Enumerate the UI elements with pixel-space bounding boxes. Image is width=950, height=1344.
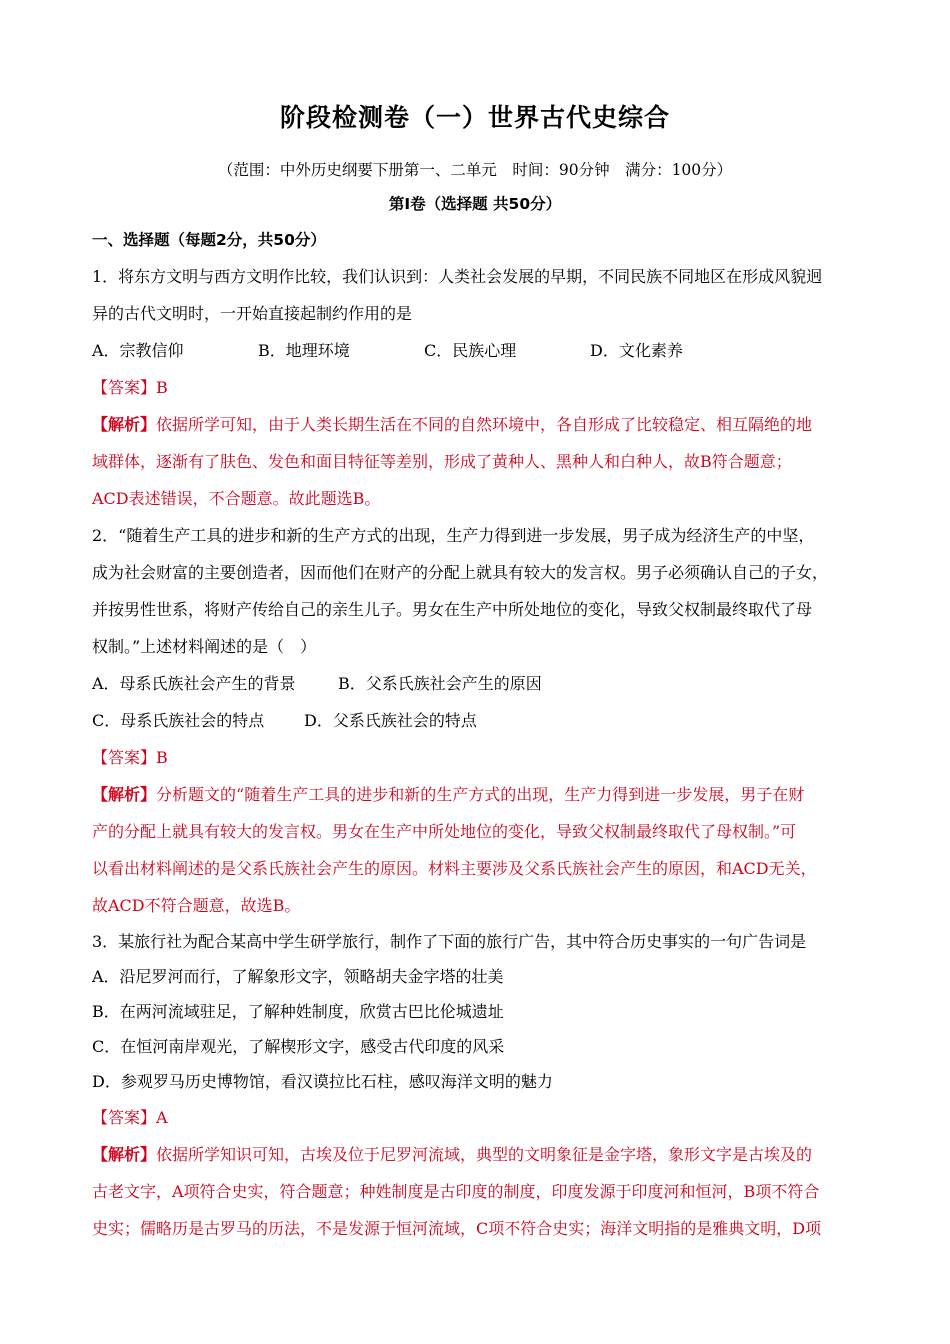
option-a: A．宗教信仰 [92,341,184,360]
option-b: B．在两河流域驻足，了解种姓制度，欣赏古巴比伦城遗址 [92,1002,504,1021]
answer-value: B [156,378,168,397]
part-title: 第I卷（选择题 共50分） [388,195,562,213]
analysis-tag: 【解析】 [92,415,157,434]
analysis-line: 以看出材料阐述的是父系氏族社会产生的原因。材料主要涉及父系氏族社会产生的原因，和ACD无关， [92,859,817,878]
option-b: B．父系氏族社会产生的原因 [338,674,542,693]
question-stem-line: 1．将东方文明与西方文明作比较，我们认识到：人类社会发展的早期，不同民族不同地区在形成风貌迥 [92,267,823,286]
analysis-line: 史实；儒略历是古罗马的历法，不是发源于恒河流域，C项不符合史实；海洋文明指的是雅典文明，D项 [92,1219,822,1238]
analysis-line [92,1136,858,1173]
analysis-line: 故ACD不符合题意，故选B。 [92,896,301,915]
answer-line [92,739,858,776]
questions-content [92,258,858,1247]
analysis-line: ACD表述错误，不合题意。故此题选B。 [92,489,381,508]
answer-line [92,1099,858,1136]
option-b: B．地理环境 [258,341,350,360]
analysis-text: 依据所学可知，由于人类长期生活在不同的自然环境中，各自形成了比较稳定、相互隔绝的地 [156,415,813,434]
option-c: C．民族心理 [424,341,517,360]
analysis-line: 古老文字，A项符合史实，符合题意；种姓制度是古印度的制度，印度发源于印度河和恒河，B项不符合 [92,1182,820,1201]
question-stem-line: 并按男性世系，将财产传给自己的亲生儿子。男女在生产中所处地位的变化，导致父权制最终取代了母 [92,600,813,619]
question-options [92,665,858,702]
analysis-text: 依据所学知识可知，古埃及位于尼罗河流域，典型的文明象征是金字塔，象形文字是古埃及的 [156,1145,813,1164]
option-d: D．参观罗马历史博物馆，看汉谟拉比石柱，感叹海洋文明的魅力 [92,1072,553,1091]
analysis-text: 分析题文的“随着生产工具的进步和新的生产方式的出现，生产力得到进一步发展，男子在财 [156,785,805,804]
option-d: D．文化素养 [590,341,683,360]
question-stem-line: 2．“随着生产工具的进步和新的生产方式的出现，生产力得到进一步发展，男子成为经济生产的中坚， [92,526,815,545]
option-c: C．在恒河南岸观光，了解楔形文字，感受古代印度的风采 [92,1037,505,1056]
answer-tag: 【答案】 [92,378,157,397]
question-options [92,332,858,369]
question-stem-line: 3．某旅行社为配合某高中学生研学旅行，制作了下面的旅行广告，其中符合历史事实的一句广告词是 [92,932,807,951]
answer-tag: 【答案】 [92,1108,157,1127]
answer-value: A [156,1108,168,1127]
analysis-line [92,776,858,813]
question-stem-line: 成为社会财富的主要创造者，因而他们在财产的分配上就具有较大的发言权。男子必须确认自己的子女， [92,563,829,582]
analysis-line: 产的分配上就具有较大的发言权。男女在生产中所处地位的变化，导致父权制最终取代了母权制。”可 [92,822,797,841]
answer-line [92,369,858,406]
exam-subtitle: （范围：中外历史纲要下册第一、二单元 时间：90分钟 满分：100分） [217,161,733,179]
answer-tag: 【答案】 [92,748,157,767]
analysis-tag: 【解析】 [92,1145,157,1164]
page-title: 阶段检测卷（一）世界古代史综合 [279,103,670,132]
analysis-line [92,406,858,443]
analysis-line: 域群体，逐渐有了肤色、发色和面目特征等差别，形成了黄种人、黑种人和白种人，故B符合题意； [92,452,792,471]
option-a: A．沿尼罗河而行，了解象形文字，领略胡夫金字塔的壮美 [92,967,504,986]
question-stem-line: 权制。”上述材料阐述的是（ ） [92,637,317,656]
option-d: D．父系氏族社会的特点 [304,711,477,730]
question-stem-line: 异的古代文明时，一开始直接起制约作用的是 [92,304,413,323]
option-c: C．母系氏族社会的特点 [92,711,265,730]
option-a: A．母系氏族社会产生的背景 [92,674,296,693]
section-title: 一、选择题（每题2分，共50分） [92,231,326,249]
answer-value: B [156,748,168,767]
analysis-tag: 【解析】 [92,785,157,804]
question-options [92,702,858,739]
